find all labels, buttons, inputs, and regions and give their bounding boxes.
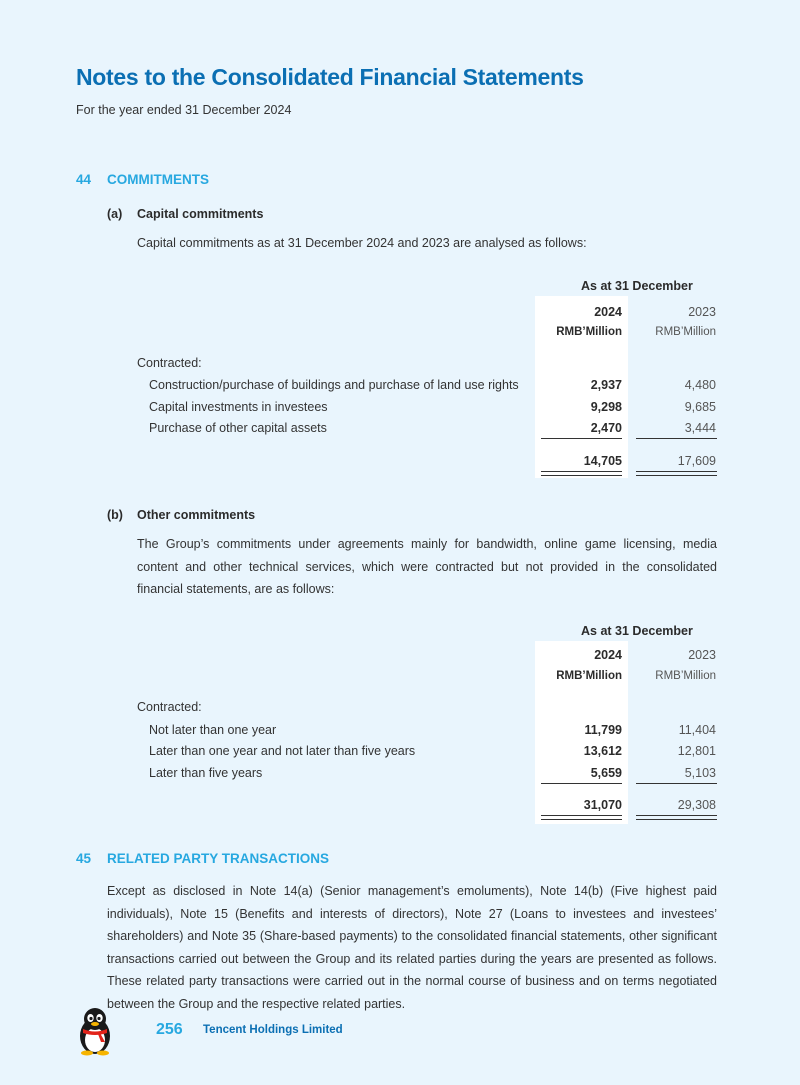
unit-2024-header: RMB’Million (556, 670, 622, 682)
table-cell-2023: 11,404 (678, 723, 716, 737)
table-row-label: Construction/purchase of buildings and purchase of land use rights (149, 378, 519, 392)
unit-2023-header: RMB’Million (655, 326, 716, 338)
table-cell-2024: 5,659 (590, 766, 622, 780)
total-double-rule (636, 471, 717, 476)
total-double-rule (541, 815, 622, 820)
subsection-title: Capital commitments (137, 207, 264, 221)
section-title: RELATED PARTY TRANSACTIONS (107, 851, 330, 866)
table-row-label: Not later than one year (149, 723, 277, 737)
table-group-header: As at 31 December (581, 279, 693, 293)
table-total-2024: 14,705 (583, 454, 622, 468)
subsection-letter: (a) (107, 207, 123, 221)
subsection-title: Other commitments (137, 508, 256, 522)
table-group-header: As at 31 December (581, 624, 693, 638)
subsection-intro: The Group’s commitments under agreements mainly for bandwidth, online game licensing, media content and other technical services, which were contracted but not provided in the consolidated financial statements, are as follows: (137, 537, 717, 596)
table-cell-2023: 5,103 (684, 766, 716, 780)
table-cell-2024: 2,937 (590, 378, 622, 392)
subtotal-rule (636, 438, 717, 439)
unit-2024-header: RMB’Million (556, 326, 622, 338)
table-row-label: Capital investments in investees (149, 400, 328, 414)
table-cell-2024: 2,470 (590, 421, 622, 435)
subsection-intro: Capital commitments as at 31 December 2024 and 2023 are analysed as follows: (137, 236, 587, 250)
table-total-2024: 31,070 (583, 798, 622, 812)
table-cell-2023: 12,801 (677, 744, 716, 758)
table-cell-2024: 9,298 (590, 400, 622, 414)
section-label: Contracted: (137, 356, 202, 370)
table-row-label: Later than one year and not later than five years (149, 744, 416, 758)
table-cell-2024: 11,799 (584, 723, 622, 737)
section-title: COMMITMENTS (107, 172, 209, 187)
page-title: Notes to the Consolidated Financial Statements (76, 64, 584, 90)
total-double-rule (636, 815, 717, 820)
year-2023-header: 2023 (688, 648, 716, 662)
section-number: 44 (76, 172, 92, 187)
table-cell-2023: 9,685 (684, 400, 716, 414)
table-total-2023: 29,308 (677, 798, 716, 812)
page-subtitle: For the year ended 31 December 2024 (76, 103, 292, 117)
section-label: Contracted: (137, 700, 202, 714)
section-body: Except as disclosed in Note 14(a) (Senior management’s emoluments), Note 14(b) (Five highest paid individuals), Note 15 (Benefits and interests of directors), Note 27 (Loans to investees and investees’ shareholders) and Note 35 (Share-based payments) to the consolidated financial statements, other significant transactions carried out between the Group and its related parties during the years are presented as follows. These related party transactions were carried out in the normal course of business and on terms negotiated between the Group and the respective related parties. (107, 884, 717, 1011)
section-number: 45 (76, 851, 92, 866)
page-number: 256 (156, 1021, 183, 1038)
table-cell-2023: 3,444 (684, 421, 716, 435)
table-cell-2023: 4,480 (684, 378, 716, 392)
table-row-label: Later than five years (149, 766, 263, 780)
year-2024-header: 2024 (594, 305, 622, 319)
table-row-label: Purchase of other capital assets (149, 421, 327, 435)
subtotal-rule (541, 438, 622, 439)
subtotal-rule (541, 783, 622, 784)
table-cell-2024: 13,612 (583, 744, 622, 758)
table-total-2023: 17,609 (677, 454, 716, 468)
company-name: Tencent Holdings Limited (203, 1024, 343, 1036)
subsection-letter: (b) (107, 508, 123, 522)
year-2024-header: 2024 (594, 648, 622, 662)
penguin-mascot-icon (74, 1006, 116, 1056)
unit-2023-header: RMB’Million (655, 670, 716, 682)
total-double-rule (541, 471, 622, 476)
subtotal-rule (636, 783, 717, 784)
year-2023-header: 2023 (688, 305, 716, 319)
